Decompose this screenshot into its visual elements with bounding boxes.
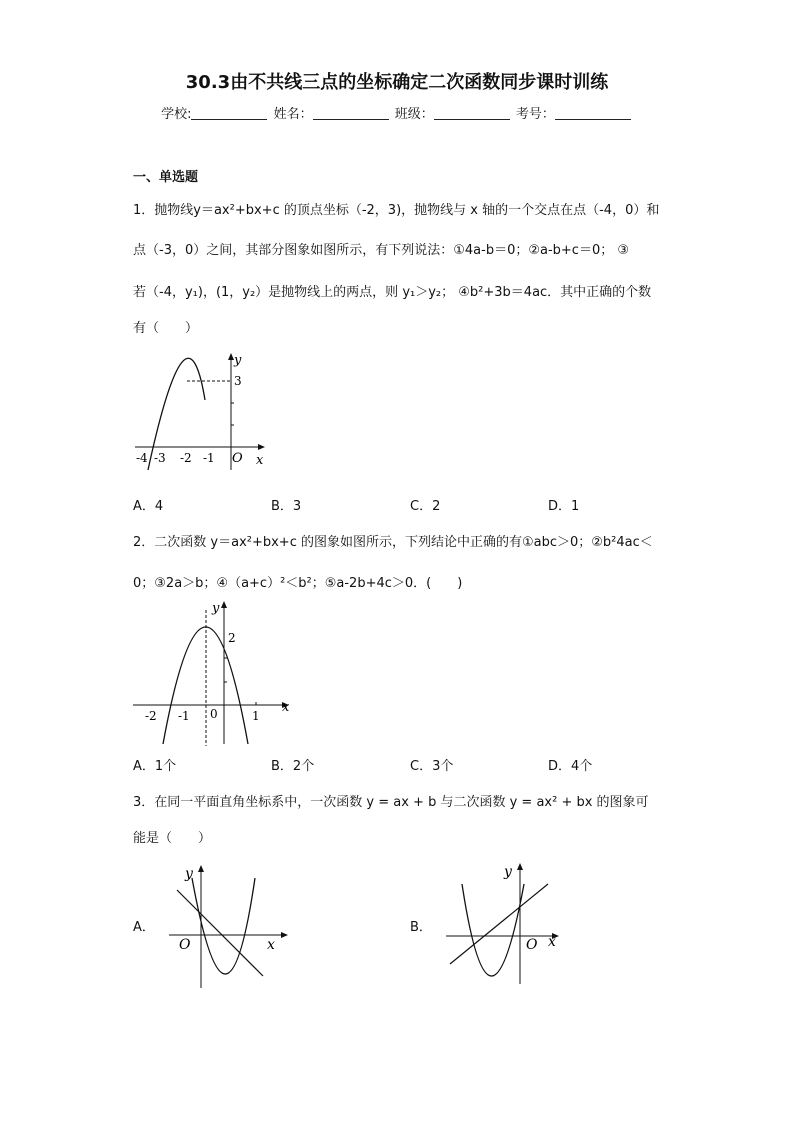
q1-tick-m4: -4: [136, 451, 148, 465]
q1-line-1: 1．抛物线y＝ax²+bx+c 的顶点坐标（-2，3)，抛物线与 x 轴的一个交点在点（-4，0）和: [133, 203, 660, 218]
q2-origin: 0: [210, 707, 218, 721]
q1-tick-m3: -3: [154, 451, 166, 465]
q2-line-1: 2．二次函数 y＝ax²+bx+c 的图象如图所示，下列结论中正确的有①abc＞0；②b²4ac＜: [133, 535, 653, 550]
name-blank[interactable]: [313, 106, 389, 120]
q1-option-b[interactable]: B．3: [271, 499, 302, 514]
school-blank[interactable]: [191, 106, 267, 120]
q1-y-label: y: [234, 353, 242, 368]
q2-x-label: x: [282, 700, 290, 715]
q1-option-a[interactable]: A．4: [133, 499, 164, 514]
q1-option-d[interactable]: D．1: [548, 499, 580, 514]
q3-option-b-graph[interactable]: [440, 858, 570, 988]
q3a-origin: O: [179, 937, 191, 953]
q2-graph: [130, 596, 300, 748]
q1-tick-m2: -2: [180, 451, 192, 465]
page-title: 30.3由不共线三点的坐标确定二次函数同步课时训练: [185, 72, 609, 93]
q3b-parabola: [462, 884, 524, 976]
q1-peak-label: 3: [234, 374, 242, 388]
q3a-x-label: x: [267, 937, 275, 953]
q3-option-b-label[interactable]: B．: [410, 920, 432, 935]
q3-option-a-graph[interactable]: [165, 860, 295, 992]
q1-tick-m1: -1: [203, 451, 215, 465]
q2-tick-1: 1: [252, 709, 260, 723]
school-label: 学校:: [161, 107, 192, 122]
q3-line-2: 能是（ ）: [133, 831, 212, 846]
q1-graph: [130, 348, 280, 478]
q2-tick-m1: -1: [178, 709, 190, 723]
class-blank[interactable]: [434, 106, 510, 120]
q2-peak-label: 2: [228, 631, 236, 645]
q1-line-4: 有（ ）: [133, 321, 199, 336]
section-title: 一、单选题: [133, 170, 199, 185]
q2-option-c[interactable]: C．3个: [410, 759, 454, 774]
q3a-line: [177, 890, 263, 976]
q1-x-label: x: [256, 453, 264, 468]
q2-option-a[interactable]: A．1个: [133, 759, 177, 774]
q3a-y-label: y: [185, 866, 193, 882]
q3-option-a-label[interactable]: A．: [133, 920, 155, 935]
q1-option-c[interactable]: C．2: [410, 499, 441, 514]
q1-line-2: 点（-3，0）之间，其部分图象如图所示，有下列说法：①4a-b＝0；②a-b+c＝0； ③: [133, 243, 629, 258]
q3-line-1: 3．在同一平面直角坐标系中，一次函数 y = ax + b 与二次函数 y = ax² + bx 的图象可: [133, 795, 649, 810]
name-label: 姓名：: [273, 107, 313, 122]
q3b-x-label: x: [548, 934, 556, 950]
q2-line-2: 0；③2a＞b；④（a+c）²＜b²；⑤a-2b+4c＞0．( ): [133, 576, 463, 591]
student-info-row: [0, 103, 794, 122]
q1-origin: O: [232, 451, 243, 466]
q3b-y-label: y: [504, 864, 512, 880]
q2-tick-m2: -2: [145, 709, 157, 723]
q2-y-label: y: [212, 601, 220, 616]
number-label: 考号：: [515, 107, 555, 122]
q2-option-b[interactable]: B．2个: [271, 759, 315, 774]
class-label: 班级：: [394, 107, 434, 122]
number-blank[interactable]: [555, 106, 631, 120]
q3b-origin: O: [526, 937, 538, 953]
q1-line-3: 若（-4，y₁)，(1，y₂）是抛物线上的两点，则 y₁＞y₂； ④b²+3b＝4ac．其中正确的个数: [133, 285, 652, 300]
q2-option-d[interactable]: D．4个: [548, 759, 593, 774]
